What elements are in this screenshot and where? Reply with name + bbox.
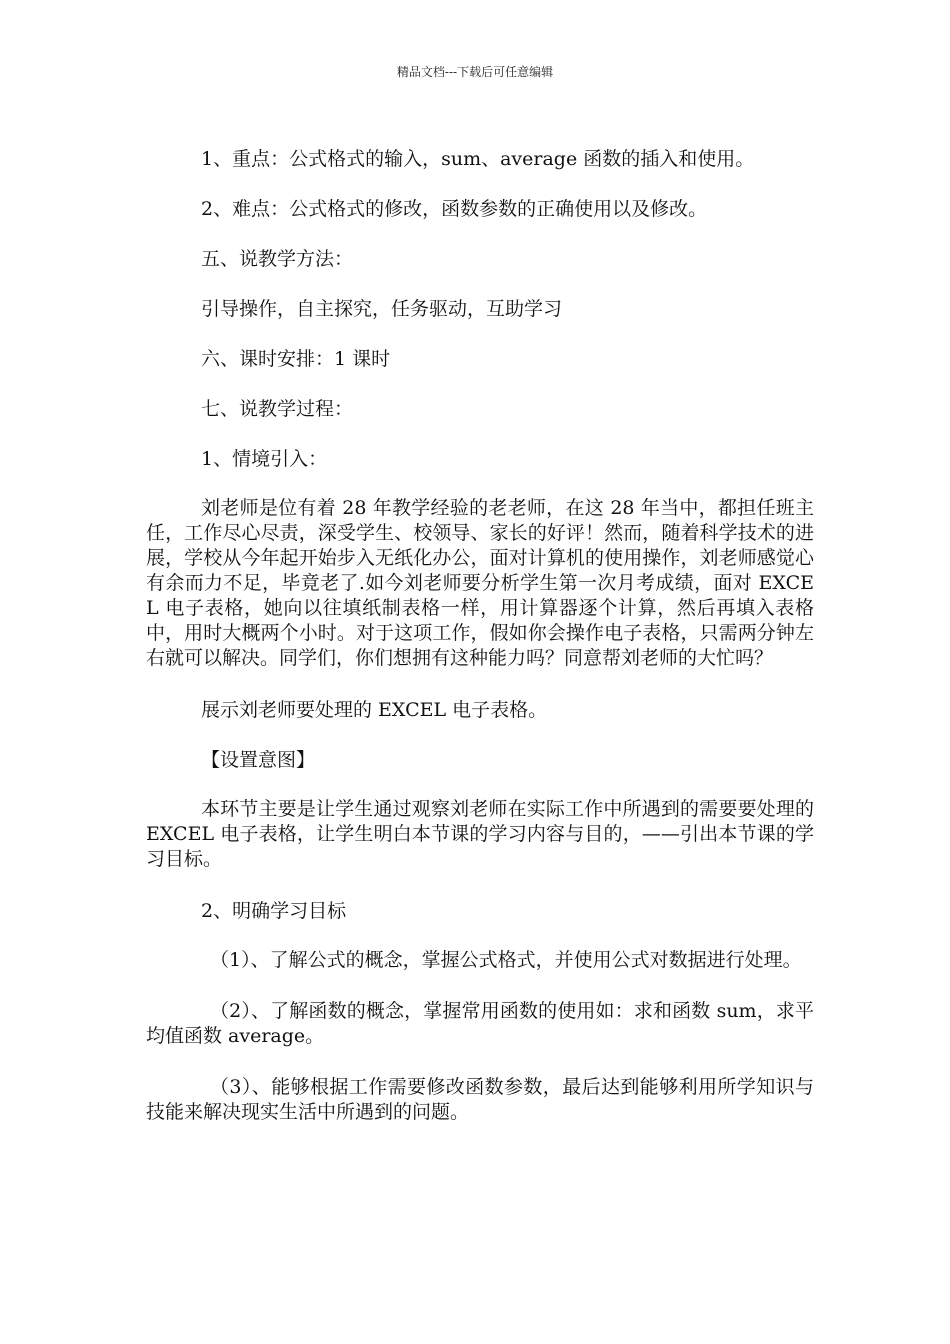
step-2-title: 2、明确学习目标	[201, 900, 347, 922]
design-intent-title: 【设置意图】	[201, 749, 316, 771]
key-point: 1、重点：公式格式的输入，sum、average 函数的插入和使用。	[201, 148, 755, 170]
step-1-title: 1、情境引入：	[201, 448, 328, 470]
page-header: 精品文档---下载后可任意编辑	[396, 65, 554, 79]
section-7-title: 七、说教学过程：	[201, 398, 354, 420]
scenario-paragraph: 刘老师是位有着 28 年教学经验的老老师，在这 28 年当中，都担任班主任，工作尽心尽责，深受学生、校领导、家长的好评！然而，随着科学技术的进展，学校从今年起开始步入无纸化办公，面对计算机的使用操作，刘老师感觉心有余而力不足，毕竟老了.如今刘老师要分析学生第一次月考成绩，面对 EXCEL 电子表格，她向以往填纸制表格一样，用计算器逐个计算，然后再填入表格中，用时大概两个小时。对于这项工作，假如你会操作电子表格，只需两分钟左右就可以解决。同学们，你们想拥有这种能力吗？同意帮刘老师的大忙吗？	[146, 497, 814, 669]
difficult-point: 2、难点：公式格式的修改，函数参数的正确使用以及修改。	[201, 198, 708, 220]
document-body	[146, 146, 814, 1151]
goal-1: （1）、了解公式的概念，掌握公式格式，并使用公式对数据进行处理。	[210, 949, 802, 971]
goal-3: （3）、能够根据工作需要修改函数参数，最后达到能够利用所学知识与技能来解决现实生活中所遇到的问题。	[146, 1076, 814, 1123]
teaching-methods: 引导操作，自主探究，任务驱动，互助学习	[201, 298, 563, 320]
show-table-line: 展示刘老师要处理的 EXCEL 电子表格。	[201, 699, 548, 721]
section-6-title: 六、课时安排：1 课时	[201, 348, 391, 370]
section-5-title: 五、说教学方法：	[201, 248, 354, 270]
goal-2: （2）、了解函数的概念，掌握常用函数的使用如：求和函数 sum，求平均值函数 average。	[146, 1000, 814, 1047]
design-intent-paragraph: 本环节主要是让学生通过观察刘老师在实际工作中所遇到的需要要处理的 EXCEL 电子表格，让学生明白本节课的学习内容与目的，——引出本节课的学习目标。	[146, 798, 814, 870]
